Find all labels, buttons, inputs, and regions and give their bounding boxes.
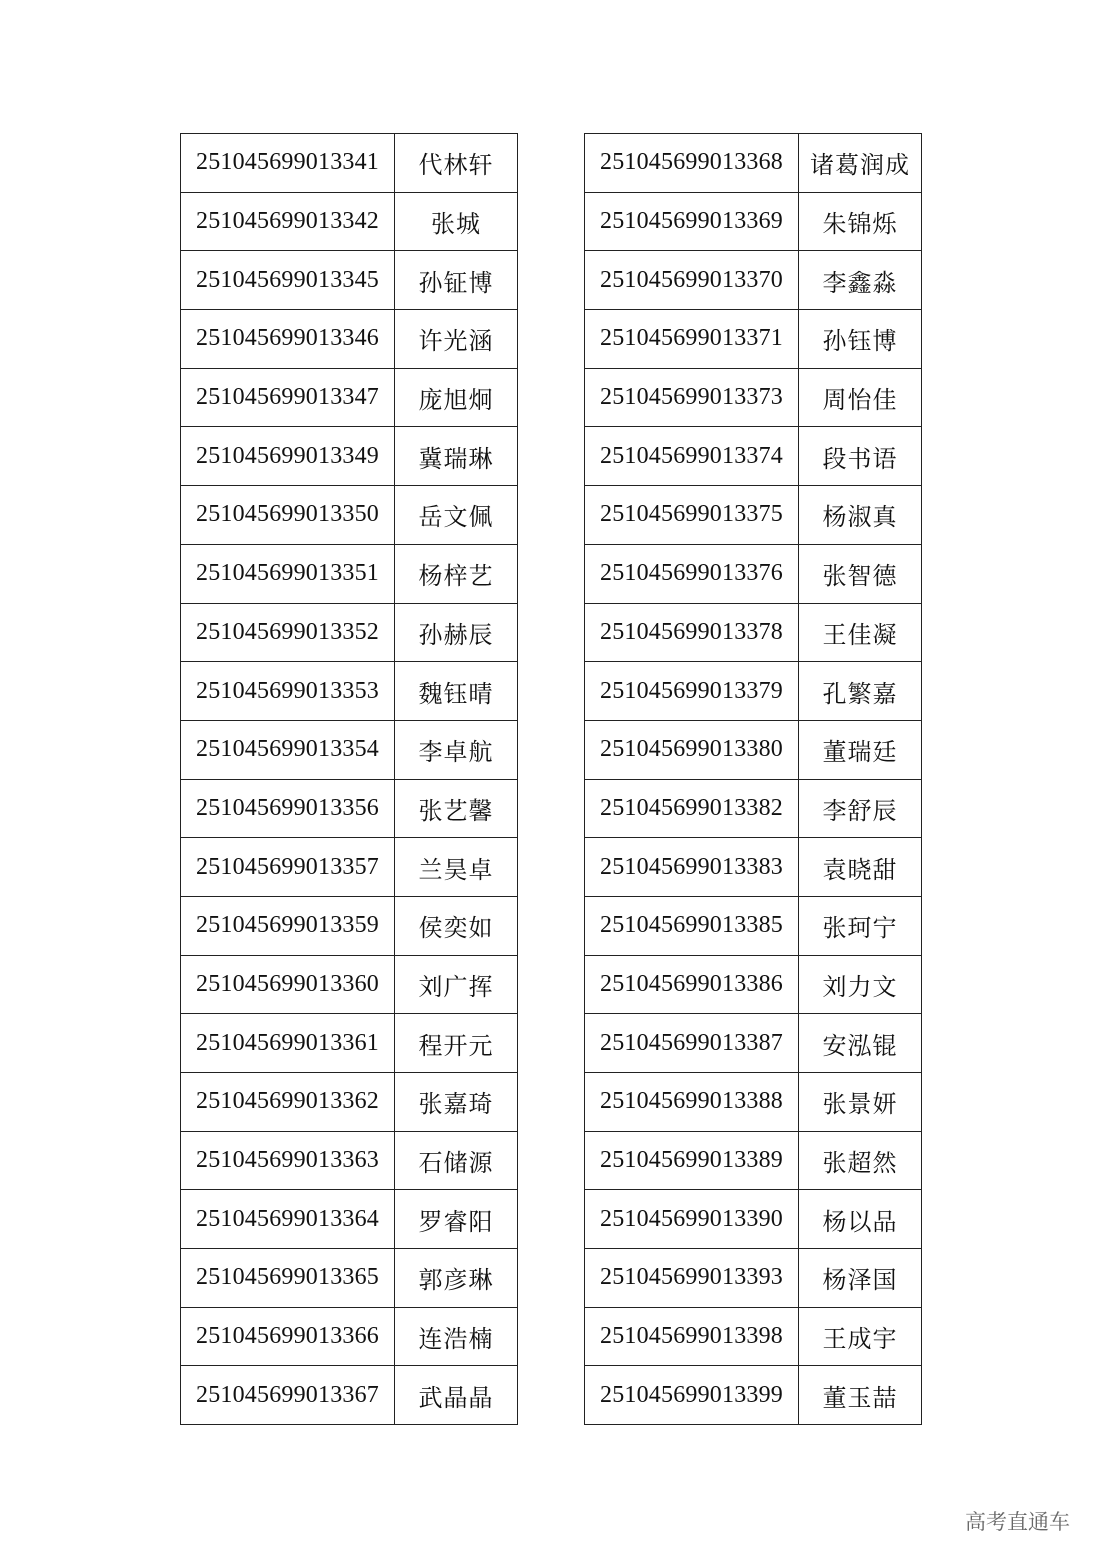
student-name: 孙钰博: [799, 310, 922, 369]
table-row: [585, 955, 922, 1014]
candidate-number: 251045699013354: [181, 720, 395, 779]
candidate-number: 251045699013369: [585, 192, 799, 251]
table-row: [181, 368, 518, 427]
table-row: [585, 134, 922, 193]
candidate-number: 251045699013342: [181, 192, 395, 251]
candidate-number: 251045699013386: [585, 955, 799, 1014]
table-row: [585, 1190, 922, 1249]
student-name: 郭彦琳: [395, 1249, 518, 1308]
student-name: 冀瑞琳: [395, 427, 518, 486]
table-row: [181, 134, 518, 193]
table-row: [585, 192, 922, 251]
table-row: [181, 427, 518, 486]
candidate-number: 251045699013367: [181, 1366, 395, 1425]
candidate-number: 251045699013353: [181, 662, 395, 721]
candidate-number: 251045699013350: [181, 486, 395, 545]
candidate-number: 251045699013389: [585, 1131, 799, 1190]
candidate-number: 251045699013361: [181, 1014, 395, 1073]
candidate-number: 251045699013362: [181, 1073, 395, 1132]
student-name: 代林轩: [395, 134, 518, 193]
table-row: [585, 427, 922, 486]
table-row: [181, 1014, 518, 1073]
student-table-left: [180, 133, 518, 1425]
candidate-number: 251045699013373: [585, 368, 799, 427]
student-name: 杨梓艺: [395, 544, 518, 603]
student-name: 段书语: [799, 427, 922, 486]
table-row: [585, 603, 922, 662]
student-name: 周怡佳: [799, 368, 922, 427]
candidate-number: 251045699013363: [181, 1131, 395, 1190]
table-row: [181, 251, 518, 310]
candidate-number: 251045699013374: [585, 427, 799, 486]
table-row: [585, 1073, 922, 1132]
table-row: [181, 1249, 518, 1308]
table-row: [585, 1014, 922, 1073]
student-name: 张珂宁: [799, 896, 922, 955]
student-name: 诸葛润成: [799, 134, 922, 193]
table-row: [181, 955, 518, 1014]
table-row: [585, 896, 922, 955]
student-name: 董瑞廷: [799, 720, 922, 779]
table-row: [585, 720, 922, 779]
candidate-number: 251045699013360: [181, 955, 395, 1014]
table-row: [181, 1131, 518, 1190]
table-row: [585, 662, 922, 721]
table-row: [585, 779, 922, 838]
student-name: 刘力文: [799, 955, 922, 1014]
table-row: [585, 1366, 922, 1425]
student-name: 李鑫淼: [799, 251, 922, 310]
candidate-number: 251045699013390: [585, 1190, 799, 1249]
student-name: 张艺馨: [395, 779, 518, 838]
table-row: [181, 1073, 518, 1132]
candidate-number: 251045699013379: [585, 662, 799, 721]
student-name: 罗睿阳: [395, 1190, 518, 1249]
candidate-number: 251045699013359: [181, 896, 395, 955]
candidate-number: 251045699013378: [585, 603, 799, 662]
student-name: 张景妍: [799, 1073, 922, 1132]
table-row: [181, 486, 518, 545]
watermark: 高考直通车: [965, 1510, 1070, 1534]
candidate-number: 251045699013383: [585, 838, 799, 897]
student-name: 刘广挥: [395, 955, 518, 1014]
table-row: [585, 1131, 922, 1190]
candidate-number: 251045699013351: [181, 544, 395, 603]
student-name: 程开元: [395, 1014, 518, 1073]
table-row: [181, 896, 518, 955]
candidate-number: 251045699013365: [181, 1249, 395, 1308]
table-row: [585, 838, 922, 897]
candidate-number: 251045699013357: [181, 838, 395, 897]
candidate-number: 251045699013387: [585, 1014, 799, 1073]
table-row: [585, 486, 922, 545]
candidate-number: 251045699013399: [585, 1366, 799, 1425]
candidate-number: 251045699013376: [585, 544, 799, 603]
student-name: 朱锦烁: [799, 192, 922, 251]
student-name: 武晶晶: [395, 1366, 518, 1425]
table-row: [181, 662, 518, 721]
candidate-number: 251045699013398: [585, 1307, 799, 1366]
table-row: [181, 838, 518, 897]
candidate-number: 251045699013345: [181, 251, 395, 310]
candidate-number: 251045699013382: [585, 779, 799, 838]
student-name: 庞旭炯: [395, 368, 518, 427]
student-table-right: [584, 133, 922, 1425]
student-name: 张智德: [799, 544, 922, 603]
candidate-number: 251045699013349: [181, 427, 395, 486]
table-row: [181, 192, 518, 251]
student-name: 张嘉琦: [395, 1073, 518, 1132]
candidate-number: 251045699013364: [181, 1190, 395, 1249]
student-name: 侯奕如: [395, 896, 518, 955]
table-row: [585, 368, 922, 427]
candidate-number: 251045699013368: [585, 134, 799, 193]
candidate-number: 251045699013341: [181, 134, 395, 193]
student-name: 袁晓甜: [799, 838, 922, 897]
table-row: [181, 310, 518, 369]
student-name: 张城: [395, 192, 518, 251]
table-row: [181, 1366, 518, 1425]
candidate-number: 251045699013370: [585, 251, 799, 310]
table-row: [585, 1249, 922, 1308]
candidate-number: 251045699013356: [181, 779, 395, 838]
candidate-number: 251045699013347: [181, 368, 395, 427]
student-name: 安泓锟: [799, 1014, 922, 1073]
table-row: [585, 1307, 922, 1366]
candidate-number: 251045699013388: [585, 1073, 799, 1132]
table-row: [181, 1307, 518, 1366]
student-name: 孙赫辰: [395, 603, 518, 662]
student-name: 兰昊卓: [395, 838, 518, 897]
table-row: [181, 779, 518, 838]
student-name: 董玉喆: [799, 1366, 922, 1425]
student-name: 杨以品: [799, 1190, 922, 1249]
table-row: [181, 603, 518, 662]
student-name: 孙钲博: [395, 251, 518, 310]
table-row: [585, 251, 922, 310]
student-name: 李舒辰: [799, 779, 922, 838]
student-name: 许光涵: [395, 310, 518, 369]
student-name: 王成宇: [799, 1307, 922, 1366]
student-name: 孔繁嘉: [799, 662, 922, 721]
student-name: 岳文佩: [395, 486, 518, 545]
student-name: 王佳凝: [799, 603, 922, 662]
candidate-number: 251045699013371: [585, 310, 799, 369]
table-row: [181, 720, 518, 779]
student-name: 张超然: [799, 1131, 922, 1190]
table-row: [181, 544, 518, 603]
student-name: 连浩楠: [395, 1307, 518, 1366]
student-name: 杨泽国: [799, 1249, 922, 1308]
table-row: [585, 310, 922, 369]
student-name: 石储源: [395, 1131, 518, 1190]
table-row: [181, 1190, 518, 1249]
table-row: [585, 544, 922, 603]
candidate-number: 251045699013380: [585, 720, 799, 779]
student-name: 魏钰晴: [395, 662, 518, 721]
candidate-number: 251045699013346: [181, 310, 395, 369]
candidate-number: 251045699013393: [585, 1249, 799, 1308]
candidate-number: 251045699013385: [585, 896, 799, 955]
candidate-number: 251045699013375: [585, 486, 799, 545]
student-name: 杨淑真: [799, 486, 922, 545]
candidate-number: 251045699013366: [181, 1307, 395, 1366]
candidate-number: 251045699013352: [181, 603, 395, 662]
student-name: 李卓航: [395, 720, 518, 779]
